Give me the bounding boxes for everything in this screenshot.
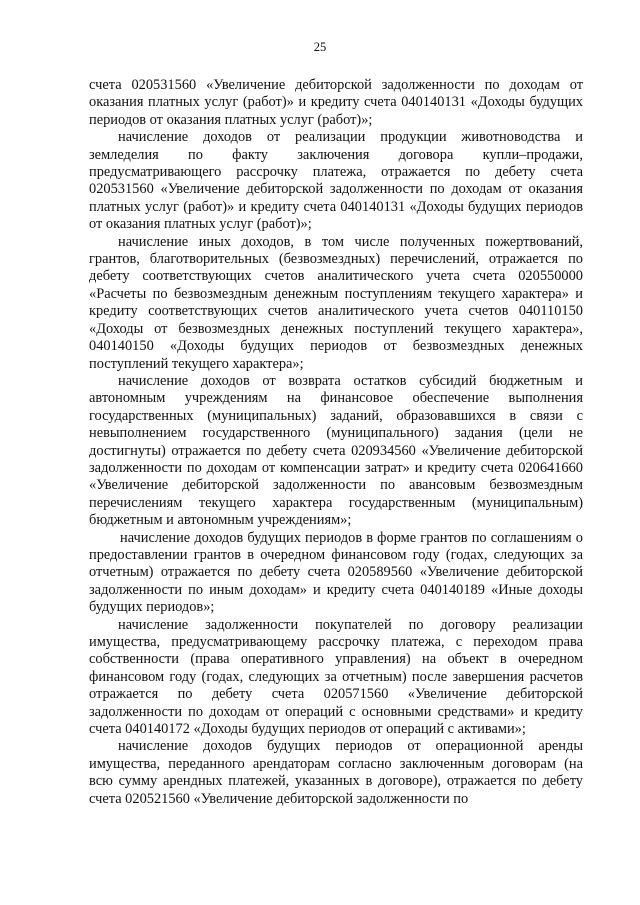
paragraph-other-income: начисление иных доходов, в том числе полученных пожертвований, грантов, благотворительных (безвозмездных) перечислений, отражается по дебету соответствующих счетов аналитического учета счета 020550000 «Расчеты по безвозмездным денежным поступлениям текущего характера» и кредиту соответствующих счетов аналитического учета счетов 040110150 «Доходы от безвозмездных денежных поступлений текущего характера», 040140150 «Доходы будущих периодов от безвозмездных денежных поступлений текущего характера»; (89, 233, 583, 372)
page-number: 25 (313, 40, 327, 54)
paragraph-operating-lease: начисление доходов будущих периодов от операционной аренды имущества, переданного арендаторам согласно заключенным договорам (на всю сумму арендных платежей, указанных в договоре), отражается по дебету счета 020521560 «Увеличение дебиторской задолженности по (89, 738, 583, 807)
paragraph-livestock-income: начисление доходов от реализации продукции животноводства и земледелия по факту заключения договора купли–продажи, предусматривающего рассрочку платежа, отражается по дебету счета 020531560 «Увеличение дебиторской задолженности по доходам от оказания платных услуг (работ)» и кредиту счета 040140131 «Доходы будущих периодов от оказания платных услуг (работ)»; (89, 129, 583, 233)
document-body (89, 77, 583, 808)
paragraph-grants: начисление доходов будущих периодов в форме грантов по соглашениям о предоставлении грантов в очередном финансовом году (годах, следующих за отчетным) отражается по дебету счета 020589560 «Увеличение дебиторской задолженности по иным доходам» и кредиту счета 040140189 «Иные доходы будущих периодов»; (89, 529, 583, 616)
paragraph-property-sale: начисление задолженности покупателей по договору реализации имущества, предусматривающему рассрочку платежа, с переходом права собственности (права оперативного управления) на объект в очередном финансовом году (годах, следующих за отчетным) после завершения расчетов отражается по дебету счета 020571560 «Увеличение дебиторской задолженности по доходам от операций с основными средствами» и кредиту счета 040140172 «Доходы будущих периодов от операций с активами»; (89, 616, 583, 738)
paragraph-subsidy-return: начисление доходов от возврата остатков субсидий бюджетным и автономным учреждениям на финансовое обеспечение выполнения государственных (муниципальных) заданий, образовавшихся в связи с невыполнением государственного (муниципального) задания (цели не достигнуты) отражается по дебету счета 020934560 «Увеличение дебиторской задолженности по доходам от компенсации затрат» и кредиту счета 020641660 «Увеличение дебиторской задолженности по авансовым безвозмездным перечислениям текущего характера государственным (муниципальным) бюджетным и автономным учреждениям»; (89, 372, 583, 529)
paragraph-continuation: счета 020531560 «Увеличение дебиторской задолженности по доходам от оказания платных услуг (работ)» и кредиту счета 040140131 «Доходы будущих периодов от оказания платных услуг (работ)»; (89, 77, 583, 128)
